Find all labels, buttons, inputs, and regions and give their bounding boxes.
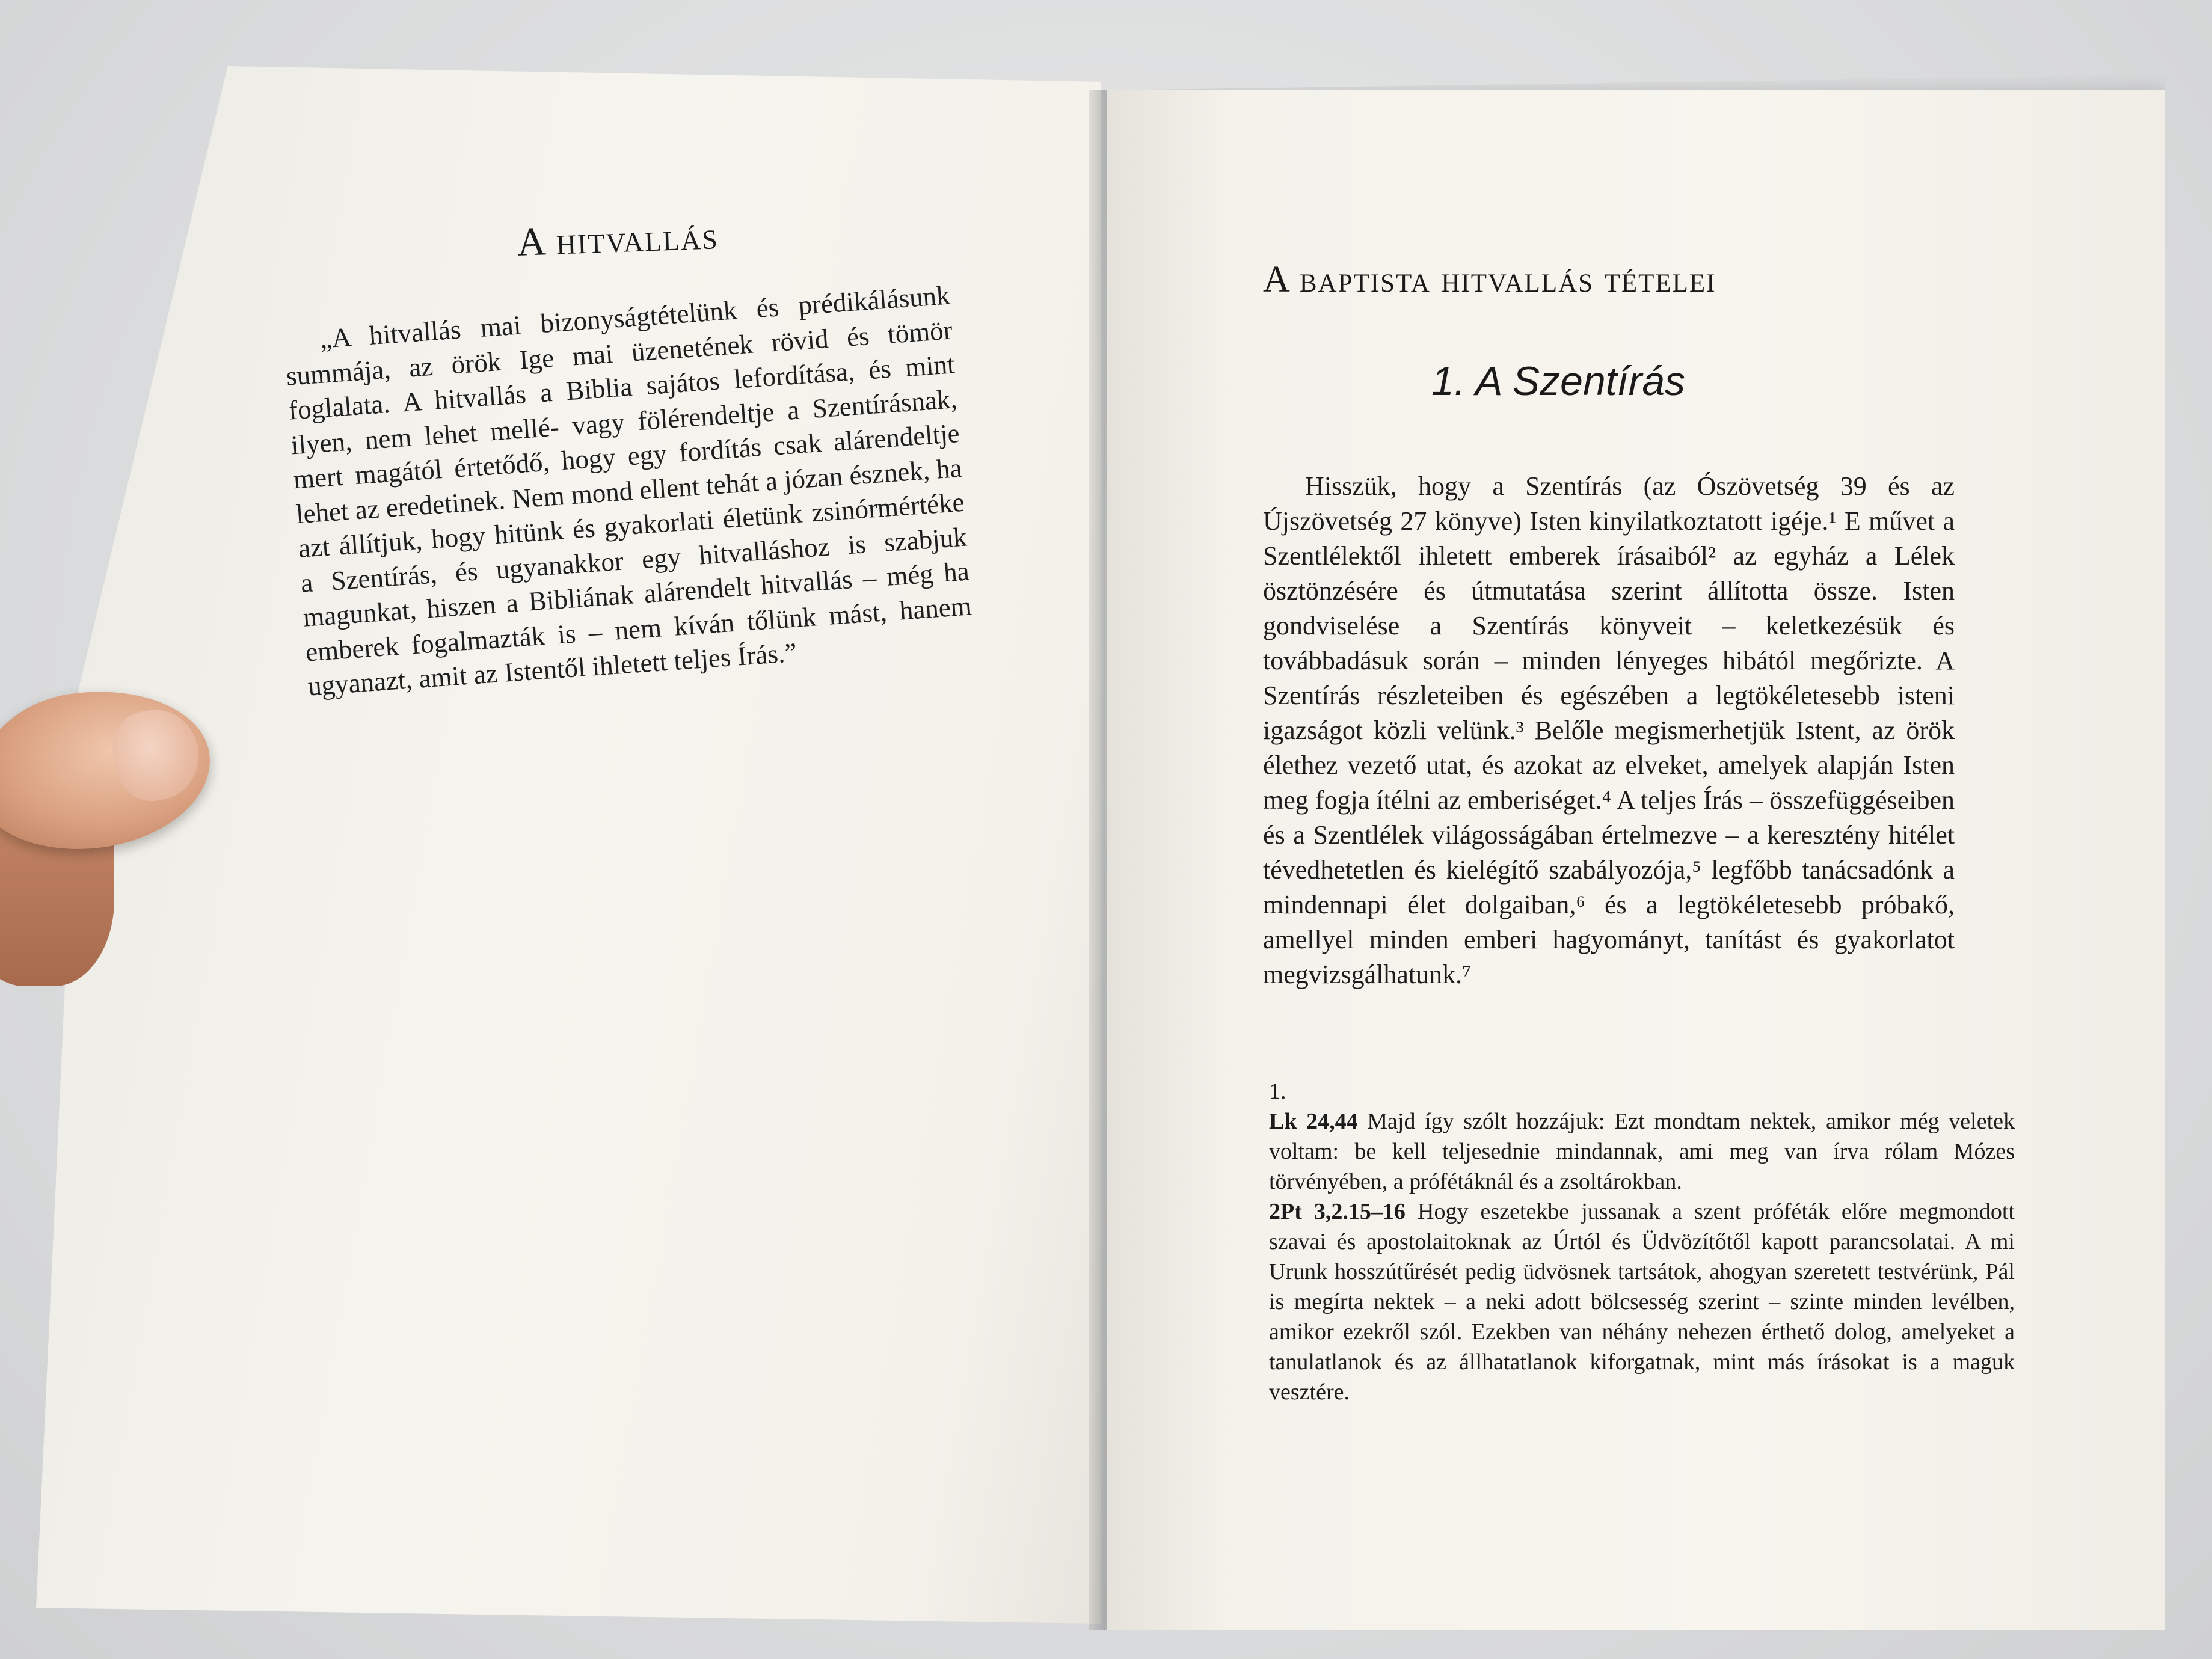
right-page-heading: A baptista hitvallás tételei xyxy=(1263,259,1716,300)
footnote-entry-2 xyxy=(1269,1197,2015,1407)
left-page-title: A hitvallás xyxy=(516,213,719,265)
section-title: 1. A Szentírás xyxy=(1431,358,1686,404)
scripture-text: Hogy eszetekbe jussanak a szent próféták előre megmondott szavai és apostolaitoknak az Úrtól és Üdvözítőtől kapott parancsolatai. A mi Urunk hosszútűrését pedig üdvösnek tartsátok, ahogyan szeretett testvérünk, Pál is megírta nektek – a neki adott bölcsesség szerint – szinte minden levélben, amikor ezekről szól. Ezekben van néhány nehezen érthető dolog, amelyeket a tanulatlanok és az állhatatlanok kiforgatnak, mint más írásokat is a maguk vesztére. xyxy=(1269,1199,2015,1405)
footnote-entry-1 xyxy=(1269,1106,2015,1197)
scripture-reference: 2Pt 3,2.15–16 xyxy=(1269,1199,1406,1224)
quote-text: „A hitvallás mai bizonyságtételünk és prédikálásunk summája, az örök Ige mai üzenetének rövid és tömör foglalata. A hitvallás a Biblia sajátos lefordítása, és mint ilyen, nem lehet mellé- vagy fölérendeltje a Szentírásnak, mert magától értetődő, hogy egy fordítás csak alárendeltje lehet az eredetinek. Nem mond ellent tehát a józan észnek, ha azt állítjuk, hogy hitünk és gyakorlati életünk zsinórmértéke a Szentírás, és ugyanakkor egy hitvalláshoz is szabjuk magunkat, hiszen a Bibliának alárendelt hitvallás – még ha emberek fogalmazták is – nem kíván tőlünk mást, hanem ugyanazt, amit az Istentől ihletett teljes Írás.” xyxy=(285,280,973,702)
scripture-reference: Lk 24,44 xyxy=(1269,1109,1358,1134)
section-body xyxy=(1263,469,1955,992)
body-paragraph: Hisszük, hogy a Szentírás (az Ószövetség 39 és az Újszövetség 27 könyve) Isten kinyilatkoztatott igéje.¹ E művet a Szentlélektől ihletett emberek írásaiból² az egyház a Lélek ösztönzésére és útmutatása szerint állította össze. Isten gondviselése a Szentírás könyveit – keletkezésük és továbbadásuk során – minden lényeges hibától megőrizte. A Szentírás részleteiben és egészében a legtökéletesebb isteni igazságot közli velünk.³ Belőle megismerhetjük Istent, az örök élethez vezető utat, és azokat az elveket, amelyek alapján Isten meg fogja ítélni az emberiséget.⁴ A teljes Írás – összefüggéseiben és a Szentlélek világosságában értelmezve – a keresztény hitélet tévedhetetlen és kielégítő szabályozója,⁵ legfőbb tanácsadónk a mindennapi élet dolgaiban,⁶ és a legtökéletesebb próbakő, amellyel minden emberi hagyományt, tanítást és gyakorlatot megvizsgálhatunk.⁷ xyxy=(1263,471,1955,989)
footnotes xyxy=(1269,1076,2015,1407)
scripture-text: Majd így szólt hozzájuk: Ezt mondtam nektek, amikor még veletek voltam: be kell teljesednie mindannak, ami meg van írva rólam Mózes törvényében, a prófétáknál és a zsoltárokban. xyxy=(1269,1109,2015,1194)
footnote-number: 1. xyxy=(1269,1079,1286,1104)
left-page-quote xyxy=(283,278,975,704)
